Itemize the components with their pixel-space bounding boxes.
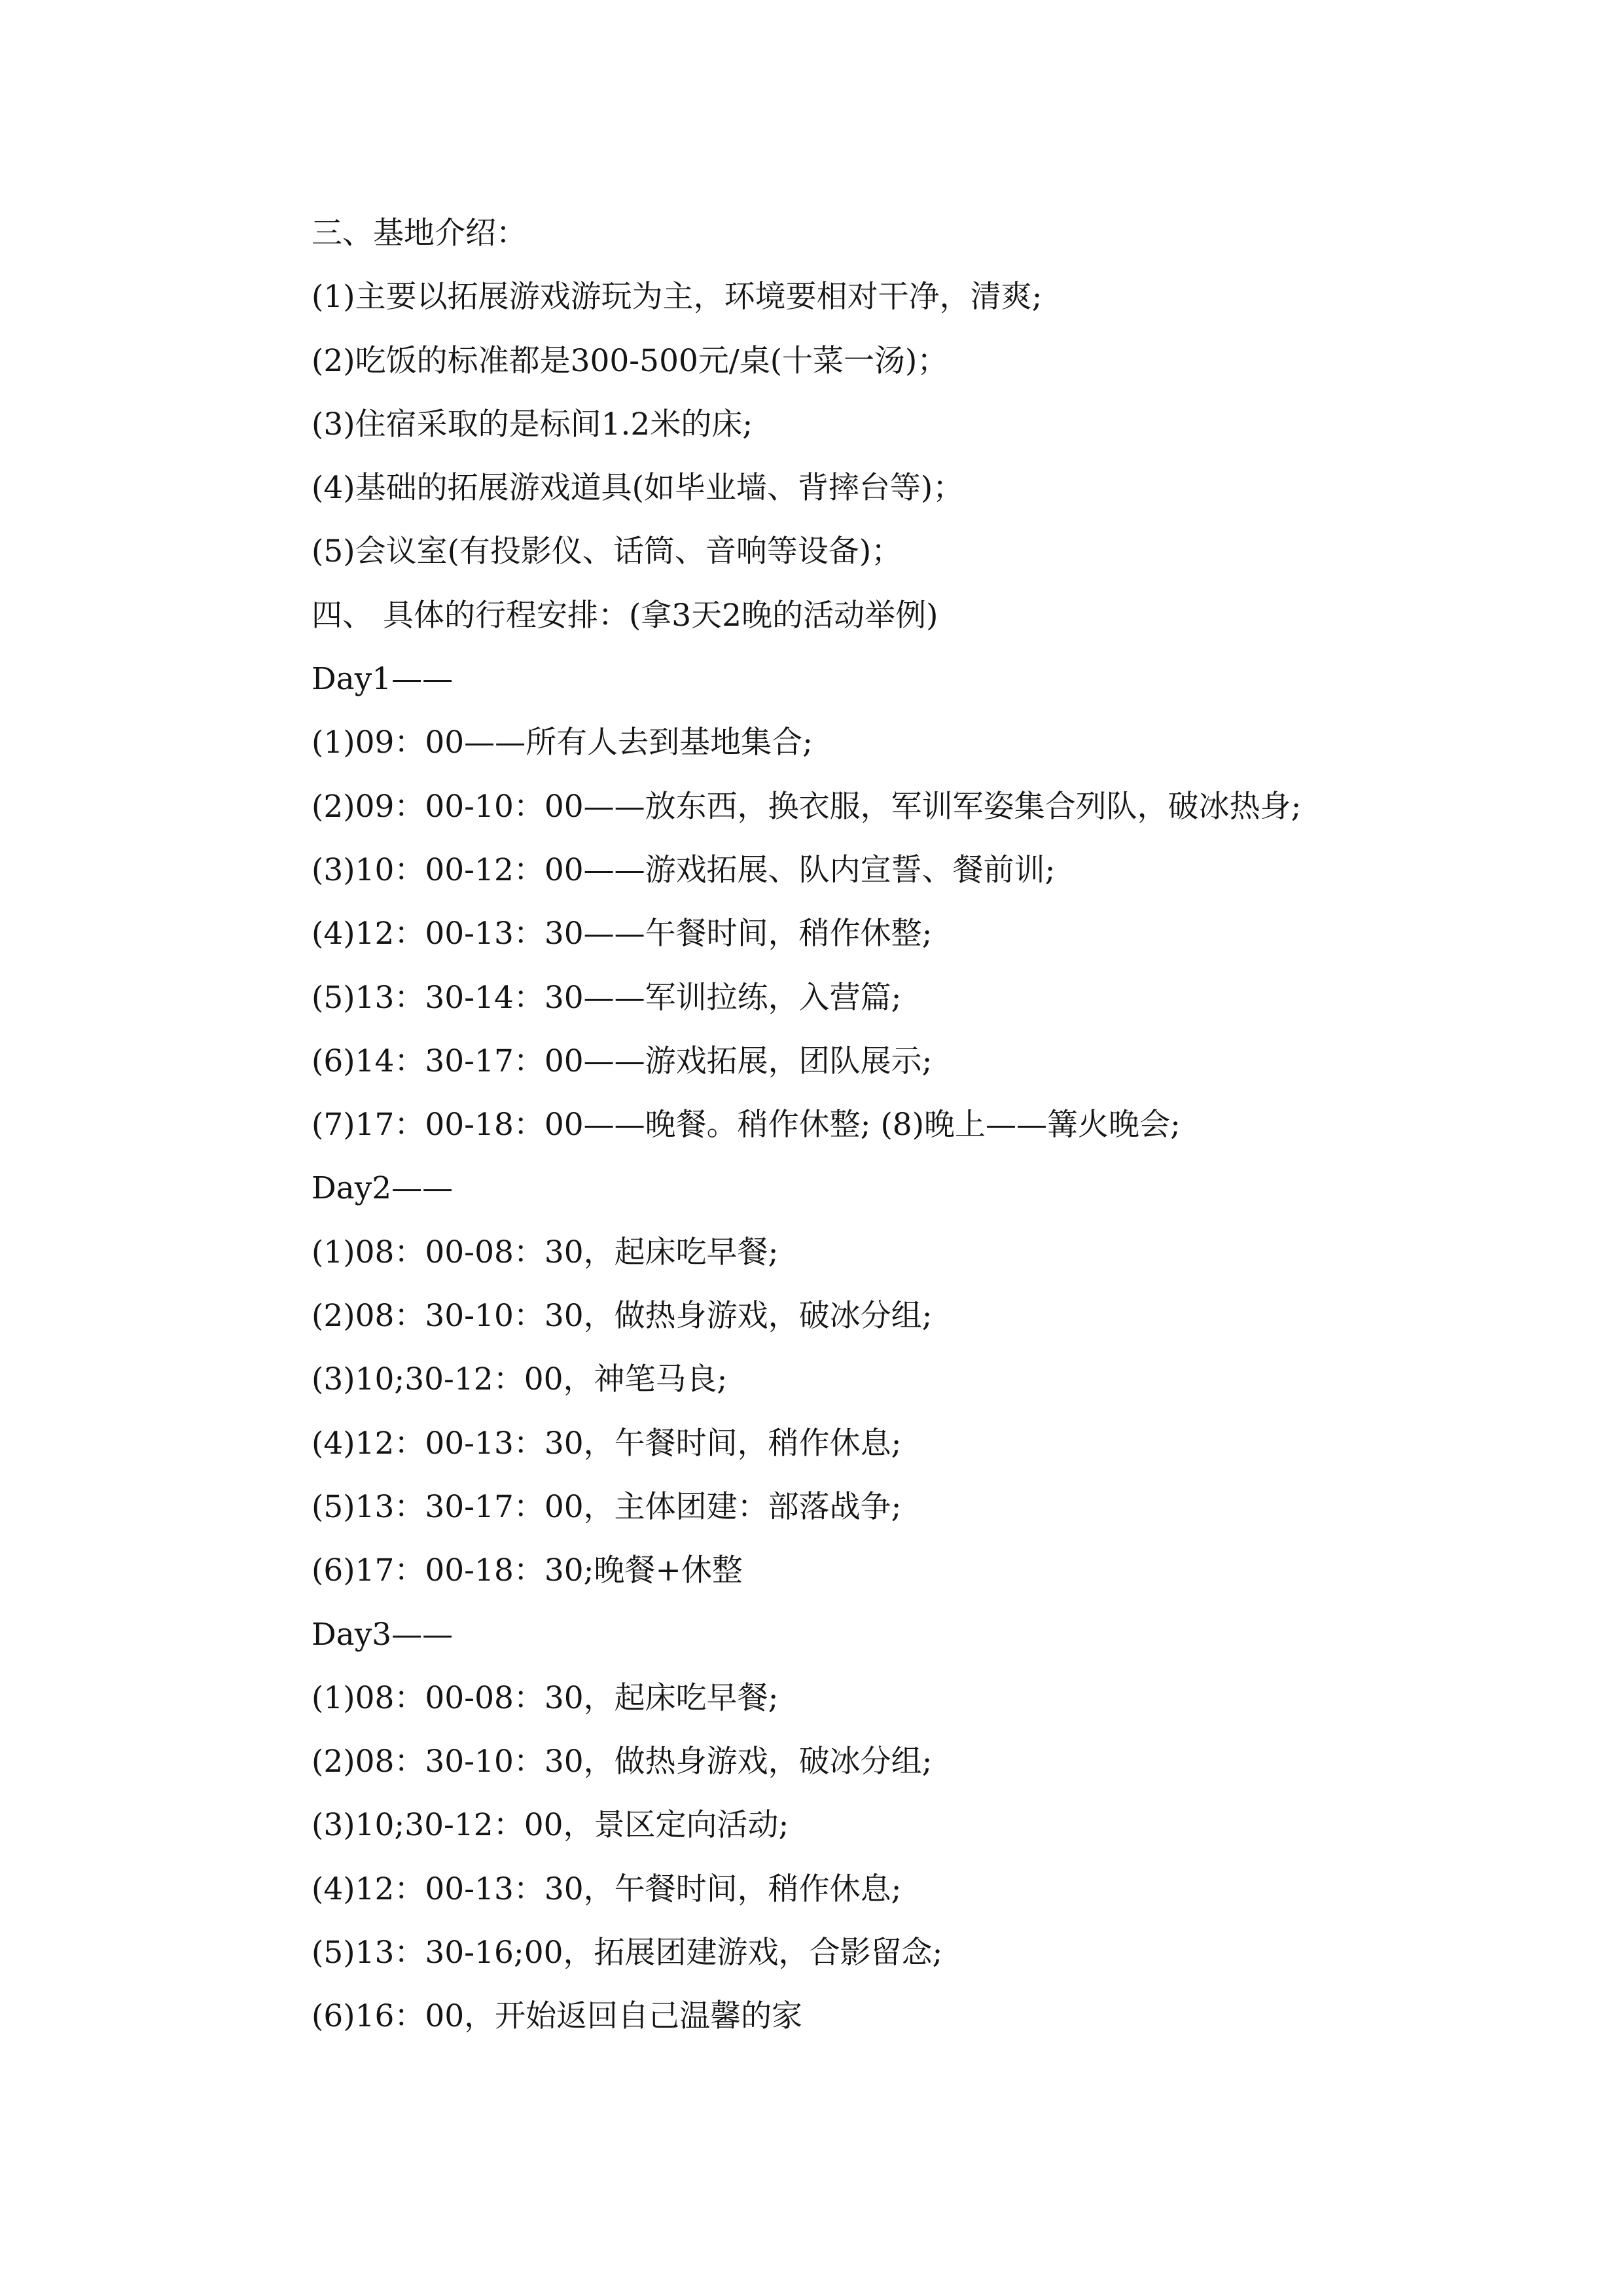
day1-item-1: (1)09：00——所有人去到基地集合;	[312, 725, 813, 761]
list-item-base-1: (1)主要以拓展游戏游玩为主，环境要相对干净，清爽;	[312, 279, 1043, 315]
day-heading-1: Day1——	[312, 661, 454, 698]
heading-base-intro: 三、基地介绍：	[312, 215, 527, 251]
list-item-base-3: (3)住宿采取的是标间1.2米的床;	[312, 406, 753, 442]
day2-item-3: (3)10;30-12：00，神笔马良;	[312, 1361, 728, 1398]
day3-item-4: (4)12：00-13：30，午餐时间，稍作休息;	[312, 1871, 902, 1907]
document-body	[312, 202, 1424, 2049]
day1-item-2: (2)09：00-10：00——放东西，换衣服，军训军姿集合列队，破冰热身;	[312, 788, 1302, 825]
day3-item-3: (3)10;30-12：00，景区定向活动;	[312, 1807, 789, 1844]
list-item-base-5: (5)会议室(有投影仪、话筒、音响等设备)；	[312, 533, 902, 570]
day3-item-1: (1)08：00-08：30，起床吃早餐;	[312, 1679, 779, 1716]
day2-item-1: (1)08：00-08：30，起床吃早餐;	[312, 1234, 779, 1270]
day1-item-7: (7)17：00-18：00——晚餐。稍作休整; (8)晚上——篝火晚会;	[312, 1107, 1181, 1143]
day1-item-4: (4)12：00-13：30——午餐时间，稍作休整;	[312, 916, 933, 952]
day3-item-6: (6)16：00，开始返回自己温馨的家	[312, 1998, 803, 2035]
day2-item-4: (4)12：00-13：30，午餐时间，稍作休息;	[312, 1425, 902, 1462]
day1-item-3: (3)10：00-12：00——游戏拓展、队内宣誓、餐前训;	[312, 852, 1056, 888]
day2-item-2: (2)08：30-10：30，做热身游戏，破冰分组;	[312, 1298, 933, 1335]
day1-item-6: (6)14：30-17：00——游戏拓展，团队展示;	[312, 1043, 933, 1079]
day2-item-5: (5)13：30-17：00，主体团建：部落战争;	[312, 1488, 902, 1525]
day1-item-5: (5)13：30-14：30——军训拉练，入营篇;	[312, 979, 902, 1016]
heading-itinerary: 四、 具体的行程安排：(拿3天2晚的活动举例)	[312, 597, 938, 634]
day-heading-2: Day2——	[312, 1170, 454, 1207]
day3-item-5: (5)13：30-16;00，拓展团建游戏，合影留念;	[312, 1935, 943, 1971]
day3-item-2: (2)08：30-10：30，做热身游戏，破冰分组;	[312, 1744, 933, 1780]
day-heading-3: Day3——	[312, 1616, 454, 1653]
list-item-base-2: (2)吃饭的标准都是300-500元/桌(十菜一汤)；	[312, 342, 948, 379]
day2-item-6: (6)17：00-18：30;晚餐+休整	[312, 1552, 743, 1589]
list-item-base-4: (4)基础的拓展游戏道具(如毕业墙、背摔台等)；	[312, 470, 964, 507]
